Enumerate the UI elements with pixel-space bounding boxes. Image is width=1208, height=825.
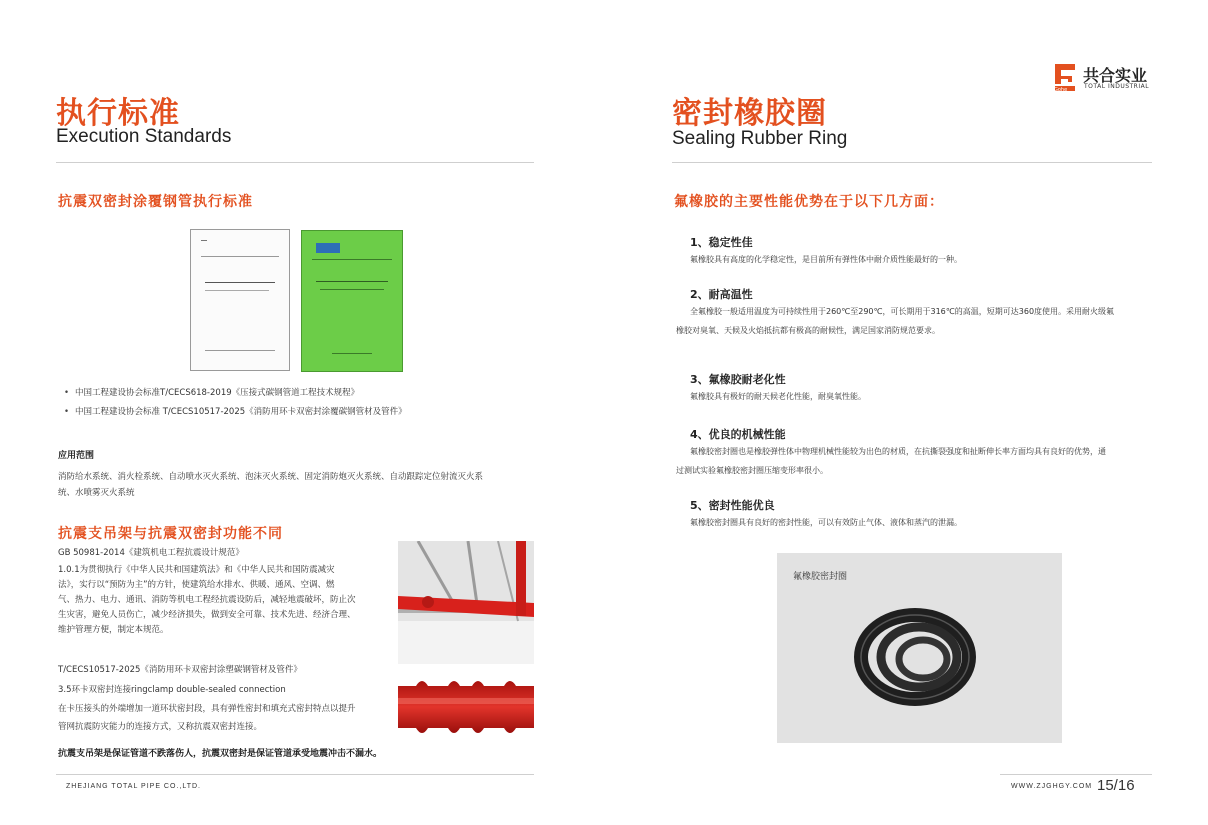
advantage-4-text-line-2: 过测试实验氟橡胶密封圈压缩变形率很小。 [676, 466, 828, 475]
scope-text-line-1: 消防给水系统、消火栓系统、自动喷水灭火系统、泡沫灭火系统、固定消防炮灭火系统、自动跟踪定位射流灭火系 [58, 472, 484, 482]
section-title-standards: 抗震双密封涂覆钢管执行标准 [58, 194, 253, 210]
tcecs-subtitle: 3.5环卡双密封连接ringclamp double-sealed connection [58, 685, 286, 695]
gb-text-line: 1.0.1为贯彻执行《中华人民共和国建筑法》和《中华人民共和国防震减灾 [58, 565, 335, 575]
gb-text [58, 563, 388, 638]
gb-text-line: 法》，实行以“预防为主”的方针，使建筑给水排水、供暖、通风、空调、燃 [58, 580, 335, 590]
right-footer-divider [1000, 774, 1152, 775]
right-title-en: Sealing Rubber Ring [672, 128, 848, 149]
standard-document-cover-green [301, 230, 403, 372]
website-footer: WWW.ZJGHGY.COM [1011, 783, 1093, 790]
advantage-5-title: 5、密封性能优良 [690, 499, 775, 512]
logo-text-cn: 共合实业 [1083, 66, 1148, 85]
tcecs-text-line-2: 管网抗震防灾能力的连接方式，又称抗震双密封连接。 [58, 722, 263, 732]
right-divider [672, 162, 1152, 163]
rubber-ring-photo [777, 553, 1062, 743]
double-seal-pipe-joint-image [398, 672, 534, 742]
gb-title: GB 50981-2014《建筑机电工程抗震设计规范》 [58, 548, 244, 558]
advantage-4-title: 4、优良的机械性能 [690, 428, 786, 441]
photo-label: 氟橡胶密封圈 [793, 572, 848, 582]
advantage-2-title: 2、耐高温性 [690, 288, 753, 301]
advantage-2-text-line-1: 全氟橡胶一般适用温度为可持续性用于260℃至290℃，可长期用于316℃的高温，短期可达360度使用。采用耐火级氟 [690, 307, 1115, 316]
left-divider [56, 162, 534, 163]
advantage-3-title: 3、氟橡胶耐老化性 [690, 373, 786, 386]
tcecs-title: T/CECS10517-2025《消防用环卡双密封涂塑碳钢管材及管件》 [58, 665, 302, 675]
scope-title: 应用范围 [58, 451, 95, 461]
seismic-bracket-photo [398, 541, 534, 664]
gb-text-line: 气、热力、电力、通讯、消防等机电工程经抗震设防后，减轻地震破坏，防止次 [58, 595, 356, 605]
logo-mark-text: Gohe [1054, 87, 1068, 93]
standard-document-cover-white [190, 229, 290, 371]
right-title-cn: 密封橡胶圈 [672, 96, 827, 131]
conclusion-text: 抗震支吊架是保证管道不跌落伤人，抗震双密封是保证管道承受地震冲击不漏水。 [58, 749, 383, 759]
left-title-cn: 执行标准 [56, 96, 180, 131]
section-title-fluororubber: 氟橡胶的主要性能优势在于以下几方面： [674, 194, 944, 210]
company-footer: ZHEJIANG TOTAL PIPE CO.,LTD. [66, 783, 201, 790]
left-title-en: Execution Standards [56, 126, 232, 147]
gb-text-line: 生灾害，避免人员伤亡，减少经济损失，做到安全可靠、技术先进、经济合理、 [58, 610, 356, 620]
advantage-3-text: 氟橡胶具有极好的耐天候老化性能，耐臭氧性能。 [690, 392, 866, 401]
standard-bullet-2: • 中国工程建设协会标准 T/CECS10517-2025《消防用环卡双密封涂覆碳钢管材及管件》 [64, 405, 407, 417]
cecs-logo-icon [316, 243, 340, 253]
standard-bullet-1: • 中国工程建设协会标准T/CECS618-2019《压接式碳钢管道工程技术规程》 [64, 386, 359, 398]
advantage-5-text: 氟橡胶密封圈具有良好的密封性能，可以有效防止气体、液体和蒸汽的泄漏。 [690, 518, 962, 527]
advantage-1-text: 氟橡胶具有高度的化学稳定性，是目前所有弹性体中耐介质性能最好的一种。 [690, 255, 962, 264]
advantage-2-text-line-2: 橡胶对臭氧、天候及火焰抵抗都有极高的耐候性，满足国家消防规范要求。 [676, 326, 940, 335]
gb-text-line: 维护管理方便，制定本规范。 [58, 625, 169, 635]
advantage-4-text-line-1: 氟橡胶密封圈也是橡胶弹性体中物理机械性能较为出色的材质，在抗撕裂强度和扯断伸长率方面均具有良好的优势，通 [690, 447, 1106, 456]
page-number: 15/16 [1097, 777, 1135, 794]
scope-text-line-2: 统、水喷雾灭火系统 [58, 488, 135, 498]
logo-text-en: TOTAL INDUSTRIAL [1084, 83, 1150, 90]
tcecs-text-line-1: 在卡压接头的外端增加一道环状密封段，具有弹性密封和填充式密封特点以提升 [58, 704, 356, 714]
left-footer-divider [56, 774, 534, 775]
advantage-1-title: 1、稳定性佳 [690, 236, 753, 249]
section-title-seismic: 抗震支吊架与抗震双密封功能不同 [58, 526, 283, 542]
